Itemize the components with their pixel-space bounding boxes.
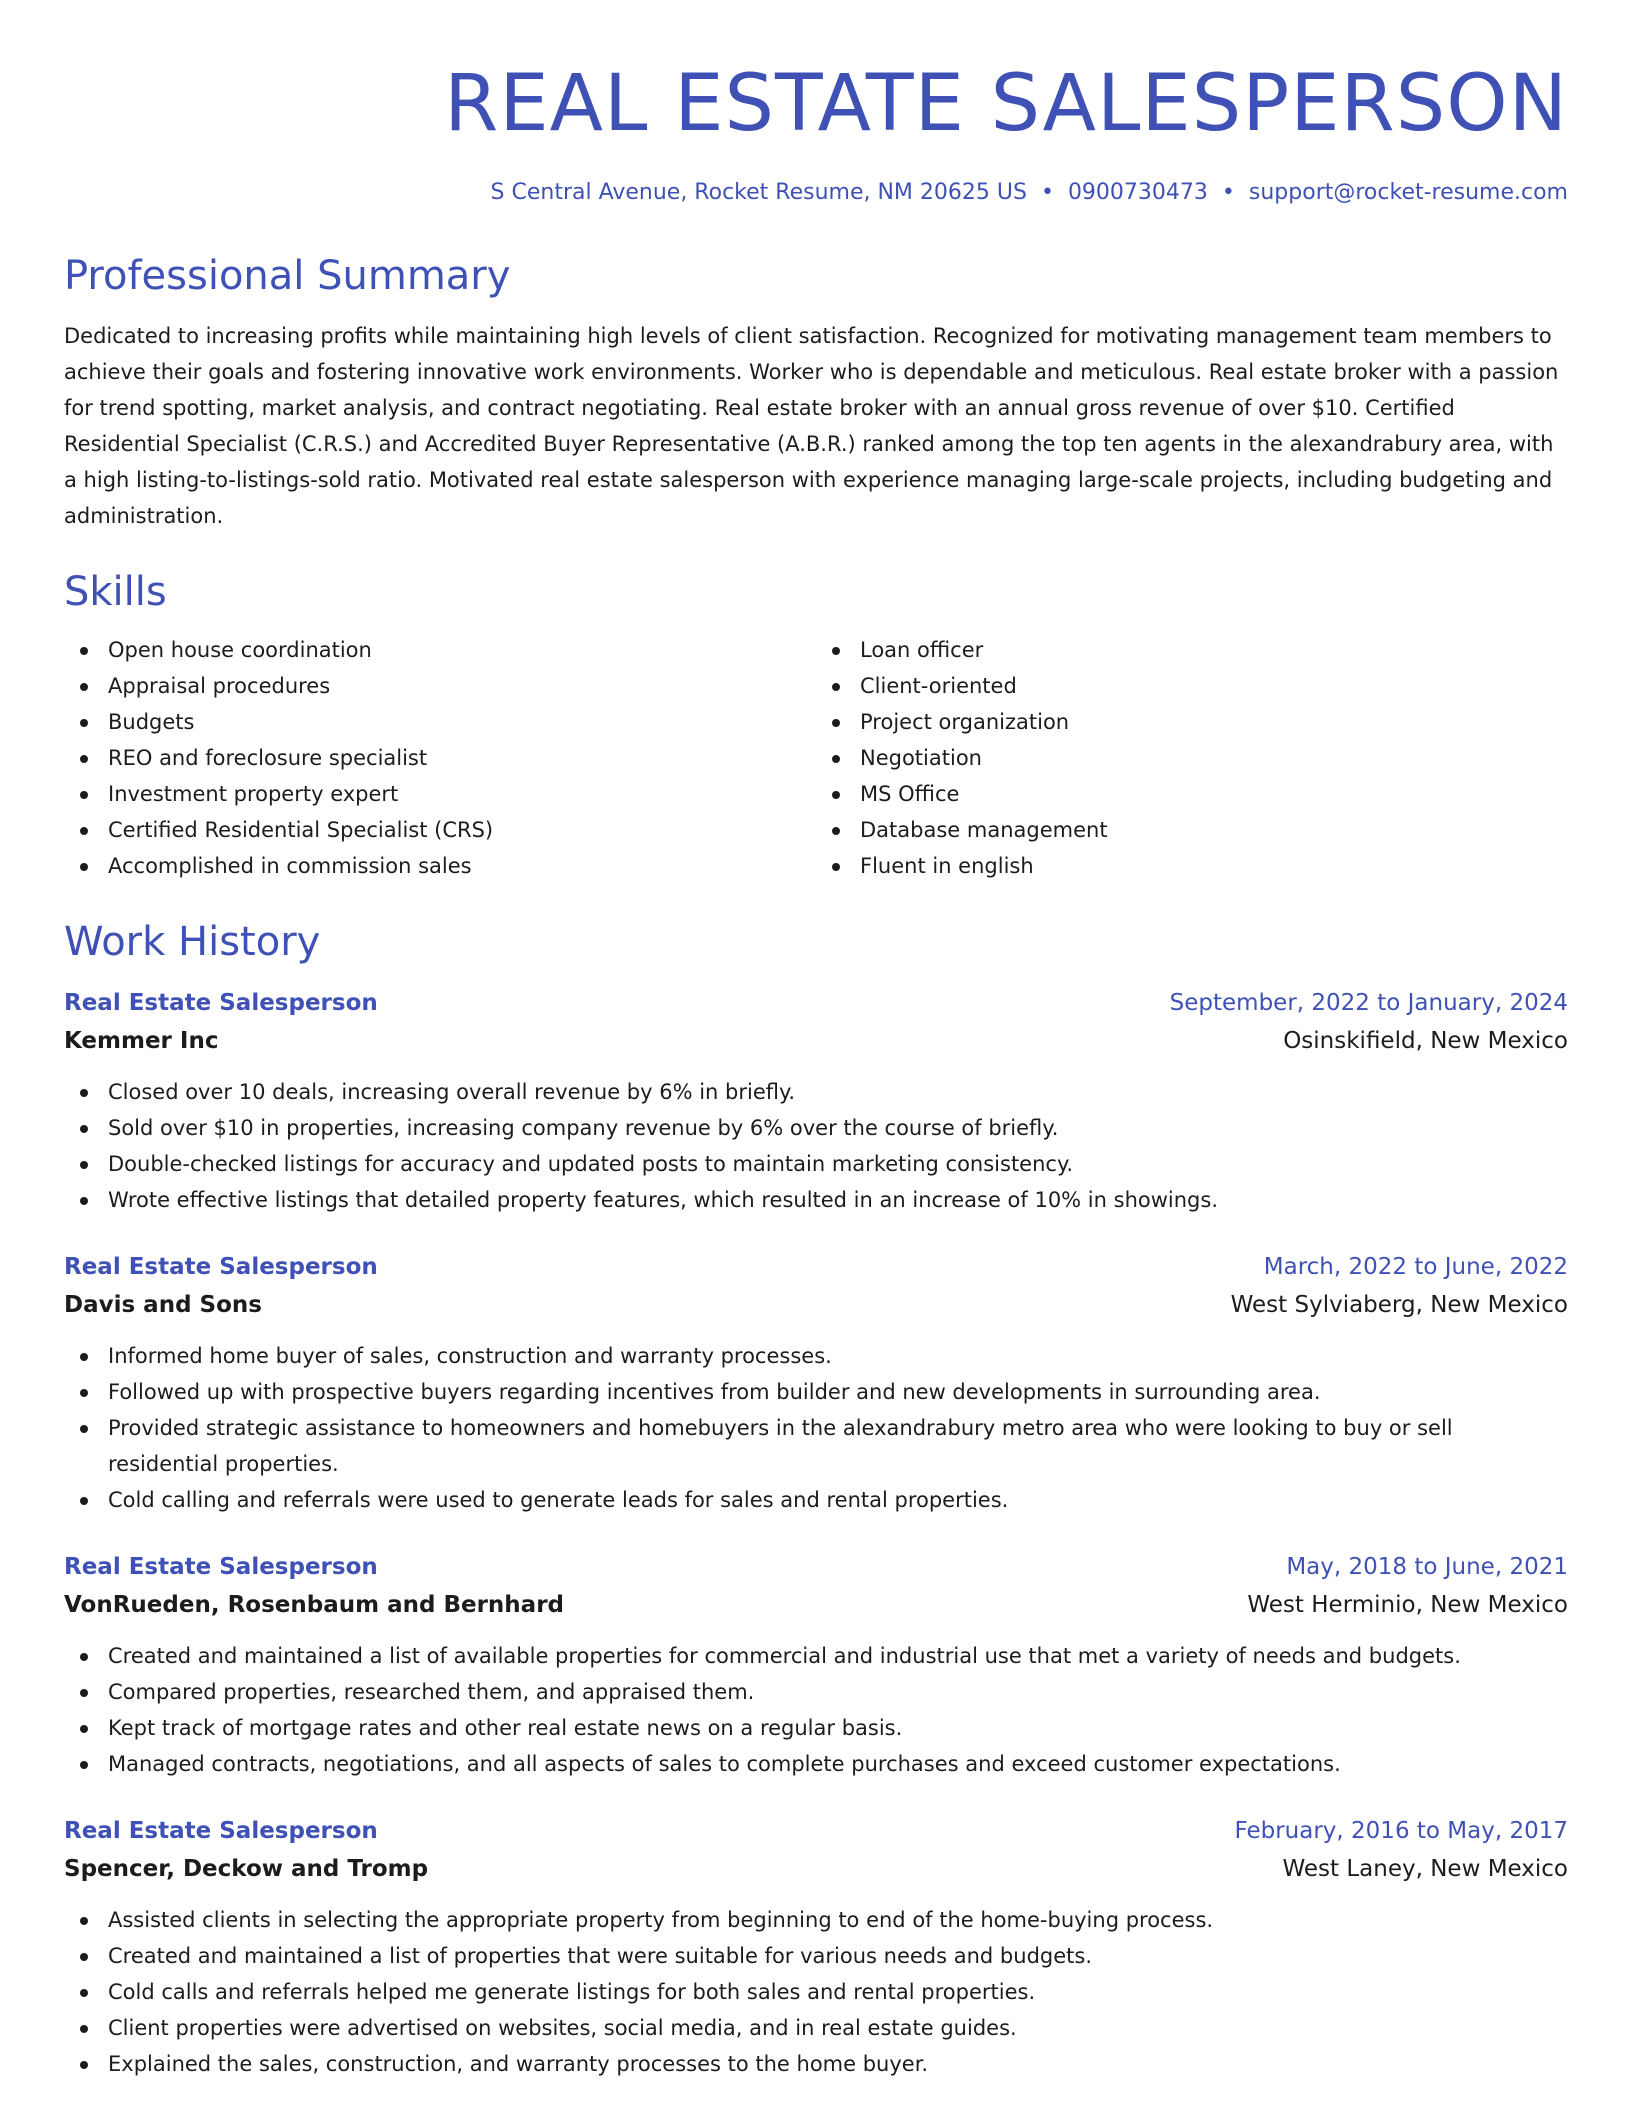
contact-line xyxy=(64,178,1568,208)
job-company-row xyxy=(64,1586,1568,1624)
job-header-row xyxy=(64,1548,1568,1586)
skills-column-left xyxy=(64,632,816,884)
job-bullets xyxy=(64,1638,1568,1782)
job-bullet: Client properties were advertised on websites, social media, and in real estate guides. xyxy=(64,2010,1568,2046)
job-company: VonRueden, Rosenbaum and Bernhard xyxy=(64,1592,565,1618)
contact-address: S Central Avenue, Rocket Resume, NM 20625 US xyxy=(490,180,1027,205)
job-bullet: Kept track of mortgage rates and other real estate news on a regular basis. xyxy=(64,1710,1568,1746)
work-history-heading: Work History xyxy=(64,919,321,965)
job-bullet: Closed over 10 deals, increasing overall revenue by 6% in briefly. xyxy=(64,1074,1568,1110)
contact-separator: • xyxy=(1221,180,1235,205)
job-bullet: Wrote effective listings that detailed property features, which resulted in an increase of 10% in showings. xyxy=(64,1182,1568,1218)
skills-list xyxy=(64,632,1568,884)
skill-item: Accomplished in commission sales xyxy=(64,848,816,884)
skill-item: Budgets xyxy=(64,704,816,740)
summary-heading: Professional Summary xyxy=(64,253,511,299)
job-bullets xyxy=(64,1902,1568,2082)
job-company: Spencer, Deckow and Tromp xyxy=(64,1856,429,1882)
job-title: Real Estate Salesperson xyxy=(64,1554,378,1580)
job-location: West Sylviaberg, New Mexico xyxy=(1230,1292,1568,1318)
job-bullet: Managed contracts, negotiations, and all aspects of sales to complete purchases and exceed customer expectations. xyxy=(64,1746,1568,1782)
job-title: Real Estate Salesperson xyxy=(64,1818,378,1844)
job-bullet: Sold over $10 in properties, increasing company revenue by 6% over the course of briefly. xyxy=(64,1110,1568,1146)
job-company-row xyxy=(64,1850,1568,1888)
job-entry xyxy=(64,1548,1568,1782)
job-location: West Laney, New Mexico xyxy=(1282,1856,1568,1882)
job-bullet: Double-checked listings for accuracy and updated posts to maintain marketing consistency. xyxy=(64,1146,1568,1182)
job-entry xyxy=(64,984,1568,1218)
job-bullet: Assisted clients in selecting the appropriate property from beginning to end of the home-buying process. xyxy=(64,1902,1568,1938)
skill-item: Appraisal procedures xyxy=(64,668,816,704)
skill-item: Certified Residential Specialist (CRS) xyxy=(64,812,816,848)
job-bullet: Followed up with prospective buyers regarding incentives from builder and new developments in surrounding area. xyxy=(64,1374,1568,1410)
job-header-row xyxy=(64,984,1568,1022)
job-bullet: Created and maintained a list of properties that were suitable for various needs and budgets. xyxy=(64,1938,1568,1974)
job-bullet: Created and maintained a list of available properties for commercial and industrial use that met a variety of needs and budgets. xyxy=(64,1638,1568,1674)
skill-item: Database management xyxy=(816,812,1568,848)
job-entry xyxy=(64,1812,1568,2082)
job-bullet: Explained the sales, construction, and warranty processes to the home buyer. xyxy=(64,2046,1568,2082)
job-header-row xyxy=(64,1812,1568,1850)
skill-item: Client-oriented xyxy=(816,668,1568,704)
job-bullet: Provided strategic assistance to homeowners and homebuyers in the alexandrabury metro area who were looking to buy or sell residential properties. xyxy=(64,1410,1568,1482)
skill-item: MS Office xyxy=(816,776,1568,812)
resume-name: REAL ESTATE SALESPERSON xyxy=(444,59,1568,149)
job-title: Real Estate Salesperson xyxy=(64,1254,378,1280)
job-company: Kemmer Inc xyxy=(64,1028,219,1054)
job-company-row xyxy=(64,1286,1568,1324)
job-entry xyxy=(64,1248,1568,1518)
job-bullet: Informed home buyer of sales, construction and warranty processes. xyxy=(64,1338,1568,1374)
job-bullet: Cold calling and referrals were used to generate leads for sales and rental properties. xyxy=(64,1482,1568,1518)
summary-text: Dedicated to increasing profits while maintaining high levels of client satisfaction. Recognized for motivating management team members to achieve their goals and fostering innovative work environments. Worker who is dependable and meticulous. Real estate broker with a passion for trend spotting, market analysis, and contract negotiating. Real estate broker with an annual gross revenue of over $10. Certified Residential Specialist (C.R.S.) and Accredited Buyer Representative (A.B.R.) ranked among the top ten agents in the alexandrabury area, with a high listing-to-listings-sold ratio. Motivated real estate salesperson with experience managing large-scale projects, including budgeting and administration. xyxy=(64,324,1559,528)
job-location: Osinskifield, New Mexico xyxy=(1283,1028,1568,1054)
job-dates: February, 2016 to May, 2017 xyxy=(1234,1818,1568,1844)
skill-item: Open house coordination xyxy=(64,632,816,668)
job-bullet: Compared properties, researched them, and appraised them. xyxy=(64,1674,1568,1710)
job-dates: March, 2022 to June, 2022 xyxy=(1263,1254,1568,1280)
contact-phone: 0900730473 xyxy=(1067,180,1208,205)
contact-email[interactable]: support@rocket-resume.com xyxy=(1248,180,1568,205)
job-bullet: Cold calls and referrals helped me generate listings for both sales and rental properties. xyxy=(64,1974,1568,2010)
skill-item: Loan officer xyxy=(816,632,1568,668)
skills-column-right xyxy=(816,632,1568,884)
skill-item: Project organization xyxy=(816,704,1568,740)
skill-item: Negotiation xyxy=(816,740,1568,776)
job-dates: May, 2018 to June, 2021 xyxy=(1286,1554,1568,1580)
contact-separator: • xyxy=(1040,180,1054,205)
job-location: West Herminio, New Mexico xyxy=(1247,1592,1568,1618)
job-bullets xyxy=(64,1338,1568,1518)
job-company-row xyxy=(64,1022,1568,1060)
job-dates: September, 2022 to January, 2024 xyxy=(1169,990,1568,1016)
job-header-row xyxy=(64,1248,1568,1286)
skill-item: Fluent in english xyxy=(816,848,1568,884)
skill-item: REO and foreclosure specialist xyxy=(64,740,816,776)
job-company: Davis and Sons xyxy=(64,1292,262,1318)
job-title: Real Estate Salesperson xyxy=(64,990,378,1016)
job-bullets xyxy=(64,1074,1568,1218)
skills-heading: Skills xyxy=(64,569,167,615)
skill-item: Investment property expert xyxy=(64,776,816,812)
